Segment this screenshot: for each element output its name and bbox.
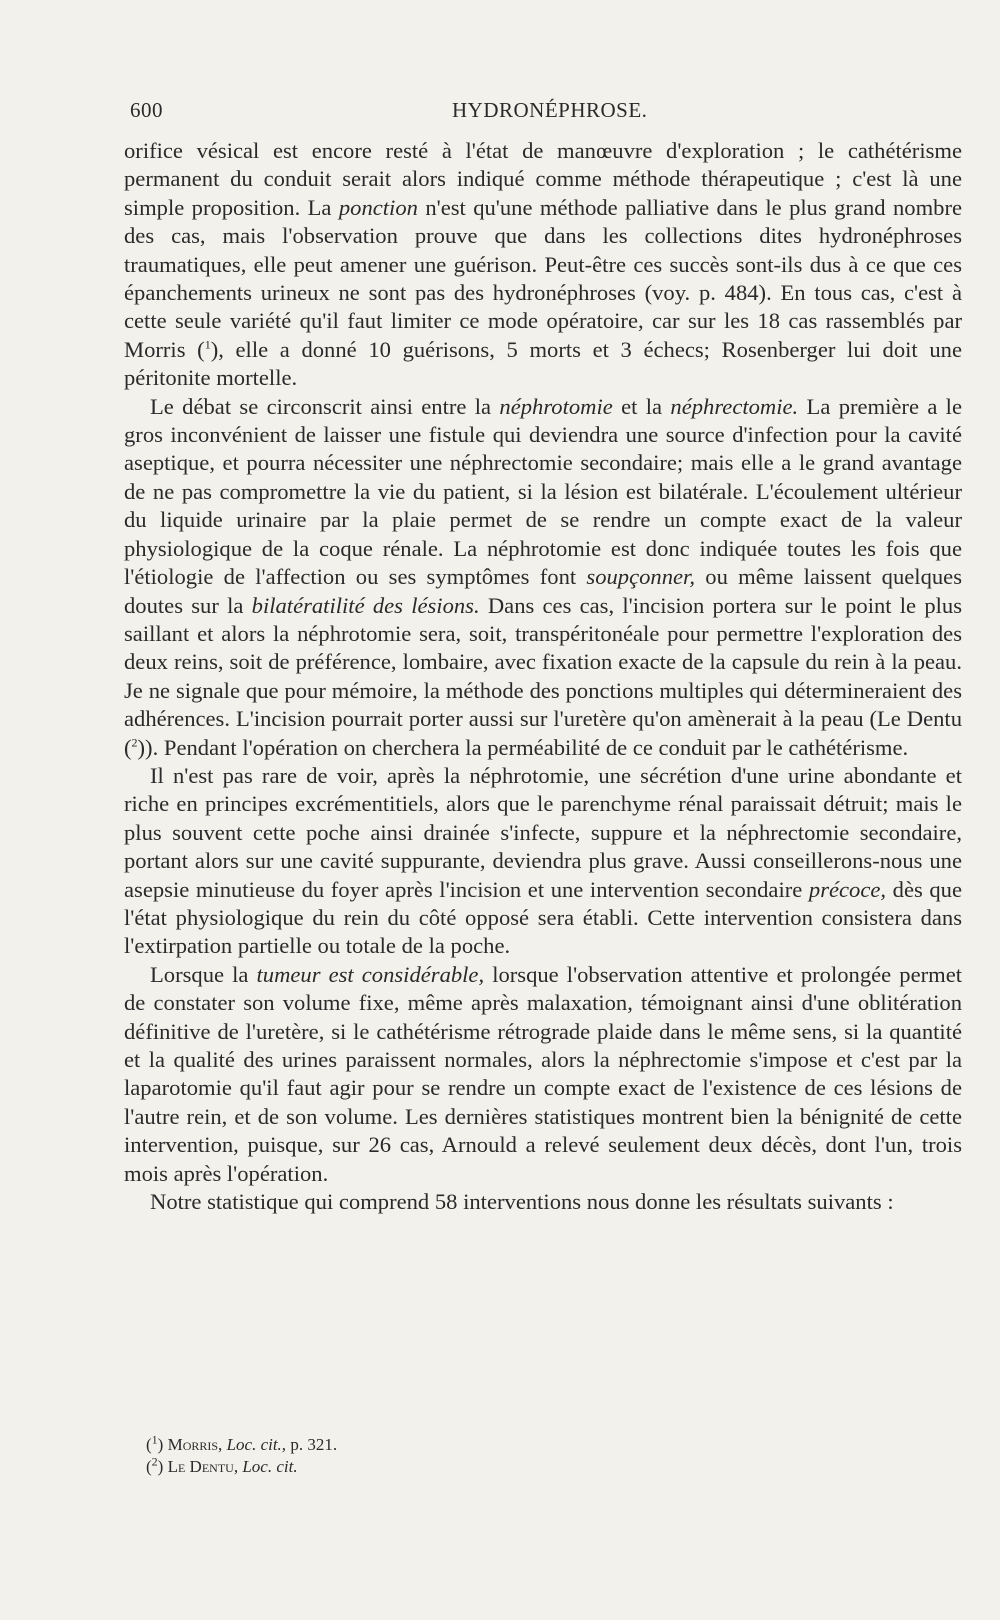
footnote-ref-1: 1 (204, 337, 211, 352)
body-text (124, 137, 962, 1216)
paragraph-1 (124, 137, 962, 393)
footnote-marker: 1 (151, 1432, 158, 1447)
footnote-ref: Loc. cit., (226, 1435, 287, 1454)
text-run: Notre statistique qui comprend 58 interventions nous donne les résultats suivants : (150, 1189, 894, 1215)
footnote-ref-2: 2 (131, 735, 138, 749)
italic-term-ponction: ponction (338, 194, 418, 220)
text-run: et la (612, 393, 671, 419)
italic-term-tumeur: tumeur est considérable, (256, 961, 485, 987)
italic-term-nephrectomie: néphrectomie. (670, 393, 799, 419)
text-run: La première a le gros inconvénient de laisser une fistule qui deviendra une source d'infection pour la cavité aseptique, et pourra nécessiter une néphrectomie secondaire; mais elle a le grand avantage de ne pas compromettre la vie du patient, si la lésion est bilatérale. L'écoulement ultérieur du liquide urinaire par la plaie permet de se rendre un compte exact de la valeur physiologique de la coque rénale. La néphrotomie est donc indiquée toutes les fois que l'étiologie de l'affection ou ses symptômes font (124, 393, 962, 590)
footnote-marker: 2 (151, 1454, 158, 1469)
text-run: Il n'est pas rare de voir, après la néphrotomie, une sécrétion d'une urine abondante et riche en principes excrémentitiels, alors que le parenchyme rénal paraissait détruit; mais le plus souvent cette poche ainsi drainée s'infecte, suppure et la néphrectomie secondaire, portant alors sur une cavité suppurante, deviendra plus grave. Aussi conseillerons-nous une asepsie minutieuse du foyer après l'incision et une intervention secondaire (124, 762, 962, 902)
text-run: ), elle a donné 10 guérisons, 5 morts et 3 échecs; Rosenberger lui doit une péritonite mortelle. (124, 336, 962, 391)
paragraph-3 (124, 762, 962, 961)
text-run: ou même laissent quelques doutes sur la (124, 564, 962, 618)
footnote-1: ($^1$) Morris, Loc. cit., p. 321. (146, 1432, 338, 1454)
footnote-ref: Loc. cit. (242, 1457, 298, 1476)
footnotes (146, 1434, 746, 1478)
italic-term-precoce: précoce, (808, 876, 887, 902)
paragraph-4 (124, 961, 962, 1188)
running-title: HYDRONÉPHROSE. (452, 98, 648, 122)
footnote-author: Morris, (167, 1435, 223, 1454)
page-number: 600 (130, 98, 163, 122)
text-run: orifice vésical est encore resté à l'état de manœuvre d'exploration ; le cathétérisme permanent du conduit serait alors indiqué comme méthode thérapeutique ; c'est là une simple proposition. La (124, 138, 962, 220)
paragraph-2 (124, 393, 962, 762)
italic-term-nephrotomie: néphrotomie (499, 393, 613, 419)
italic-term-bilateralite: bilatératilité des lésions. (251, 592, 480, 618)
footnote-author: Le Dentu, (167, 1457, 239, 1476)
text-run: Lorsque la (150, 961, 257, 987)
text-run: )). Pendant l'opération on cherchera la perméabilité de ce conduit par le cathétérisme. (137, 734, 909, 760)
text-run: n'est qu'une méthode palliative dans le plus grand nombre des cas, mais l'observation prouve que dans les collections dites hydronéphroses traumatiques, elle peut amener une guérison. Peut-être ces succès sont-ils dus à ce que ces épanchements urineux ne sont pas des hydronéphroses (voy. p. 484). En tous cas, c'est à cette seule variété qu'il faut limiter ce mode opératoire, car sur les 18 cas rassemblés par Morris ( (124, 194, 962, 362)
paragraph-5 (124, 1188, 962, 1216)
italic-term-soupconner: soupçonner, (586, 564, 695, 590)
text-run: Le débat se circonscrit ainsi entre la (150, 393, 500, 419)
footnote-page: p. 321. (286, 1435, 338, 1454)
text-run: Dans ces cas, l'incision portera sur le point le plus saillant et alors la néphrotomie sera, soit, transpéritonéale pour permettre l'exploration des deux reins, soit de préférence, lombaire, avec fixation exacte de la capsule du rein à la peau. Je ne signale que pour mémoire, la méthode des ponctions multiples qui détermineraient des adhérences. L'incision pourrait porter aussi sur l'uretère qu'on amènerait à la peau (Le Dentu ( (124, 592, 962, 760)
text-run: dès que l'état physiologique du rein du côté opposé sera établi. Cette intervention consistera dans l'extirpation partielle ou totale de la poche. (124, 876, 962, 959)
text-run: lorsque l'observation attentive et prolongée permet de constater son volume fixe, même après malaxation, témoignant ainsi d'une oblitération définitive de l'uretère, si le cathétérisme rétrograde plaide dans le même sens, si la quantité et la qualité des urines paraissent normales, alors la néphrectomie s'impose et c'est par la laparotomie qu'il faut agir pour se rendre un compte exact de l'existence de ces lésions de l'autre rein, et de son volume. Les dernières statistiques montrent bien la bénignité de cette intervention, puisque, sur 26 cas, Arnould a relevé seulement deux décès, dont l'un, trois mois après l'opération. (124, 961, 963, 1186)
footnote-2: ($^2$) Le Dentu, Loc. cit. (146, 1454, 298, 1476)
running-head (130, 98, 964, 128)
